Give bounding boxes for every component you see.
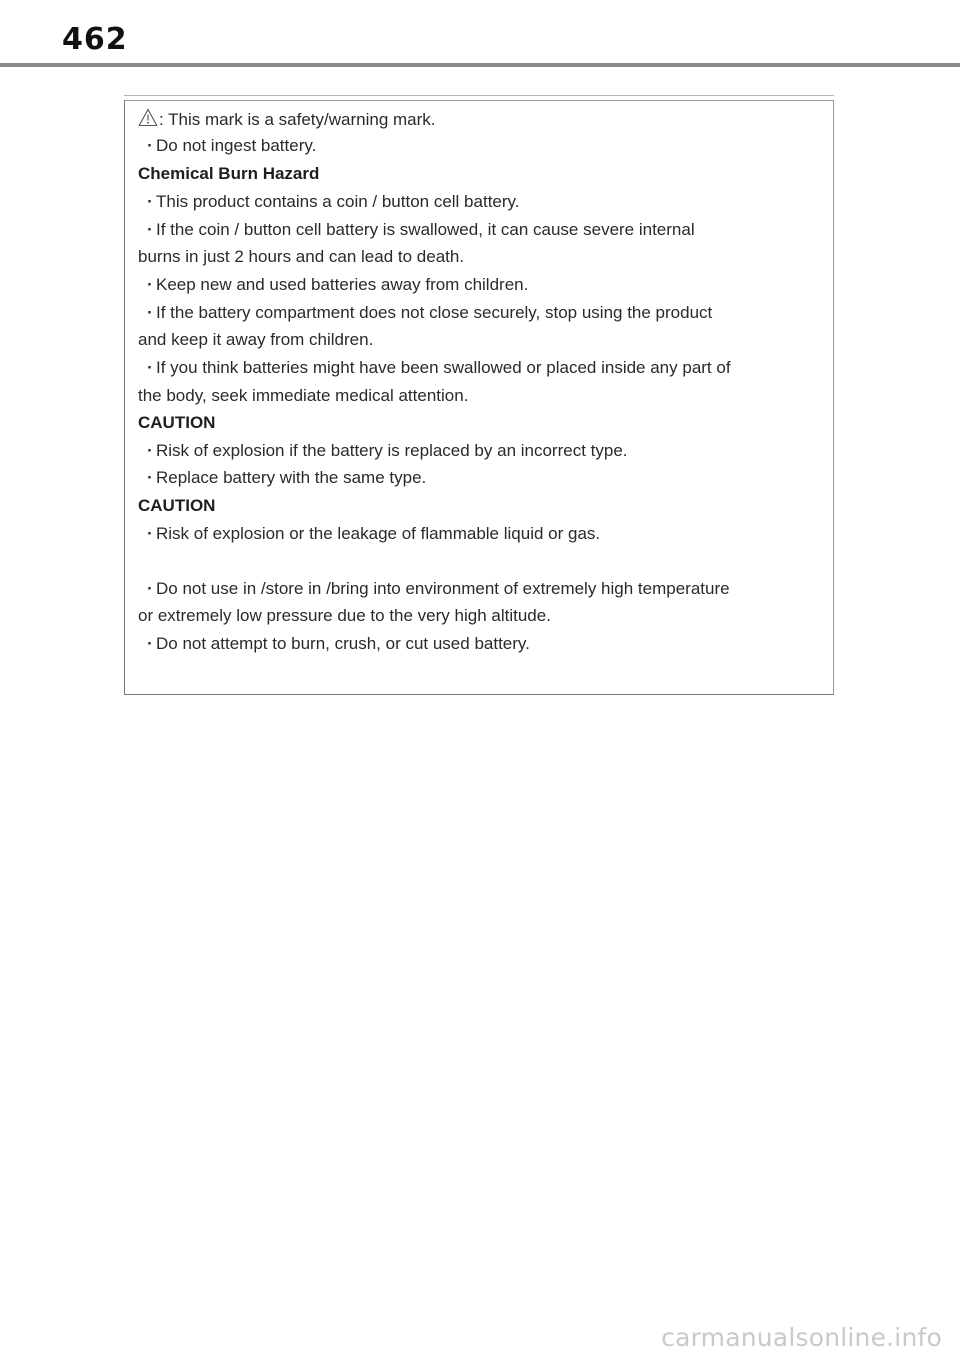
notice-line-3: · This product contains a coin / button cell battery. <box>138 192 520 212</box>
notice-line-7: · If the battery compartment does not close securely, stop using the product <box>138 303 712 323</box>
notice-line-15: · Risk of explosion or the leakage of flammable liquid or gas. <box>138 524 600 544</box>
header-rule <box>0 63 960 67</box>
notice-line-16: · Do not use in /store in /bring into environment of extremely high temperature <box>138 579 730 599</box>
notice-line-10: the body, seek immediate medical attention. <box>138 386 469 405</box>
notice-line-13: · Replace battery with the same type. <box>138 468 426 488</box>
notice-line-8: and keep it away from children. <box>138 330 374 349</box>
warning-mark-line <box>138 108 436 132</box>
notice-line-9: · If you think batteries might have been swallowed or placed inside any part of <box>138 358 731 378</box>
notice-line-1: · Do not ingest battery. <box>138 136 316 156</box>
heading-caution-2: CAUTION <box>138 496 216 515</box>
heading-caution-1: CAUTION <box>138 413 216 432</box>
notice-line-18: · Do not attempt to burn, crush, or cut used battery. <box>138 634 530 654</box>
notice-line-5: burns in just 2 hours and can lead to death. <box>138 247 465 266</box>
notice-line-17: or extremely low pressure due to the very high altitude. <box>138 606 551 625</box>
heading-chemical-burn-hazard: Chemical Burn Hazard <box>138 164 320 183</box>
page-number: 462 <box>62 22 128 57</box>
warning-mark-text: : This mark is a safety/warning mark. <box>159 110 436 129</box>
notice-line-6: · Keep new and used batteries away from children. <box>138 275 528 295</box>
notice-line-4: · If the coin / button cell battery is swallowed, it can cause severe internal <box>138 220 695 240</box>
notice-line-12: · Risk of explosion if the battery is replaced by an incorrect type. <box>138 441 628 461</box>
footer-watermark: carmanualsonline.info <box>661 1323 942 1352</box>
battery-warning-notice <box>124 100 834 695</box>
warning-triangle-icon <box>138 108 158 132</box>
